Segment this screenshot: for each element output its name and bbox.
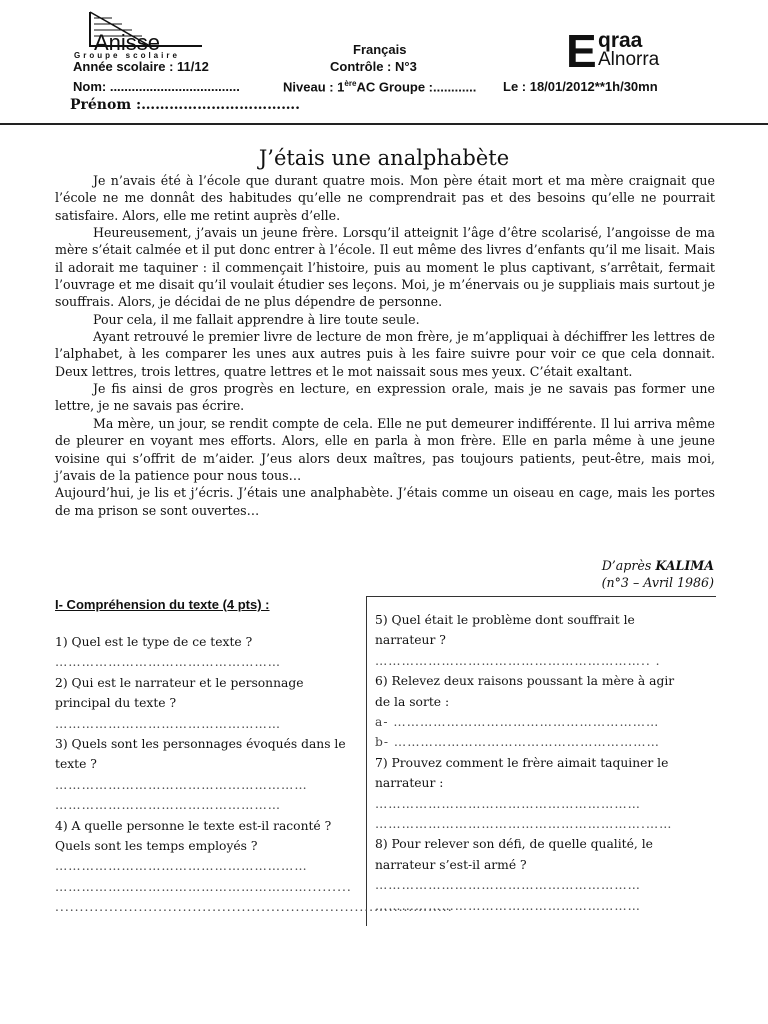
answer-line[interactable]: …………………………………………………… — [375, 898, 641, 913]
answer-line[interactable]: …………………………………………………......... — [55, 879, 352, 894]
source-reference: (n°3 – Avril 1986) — [601, 575, 714, 590]
exam-number: Contrôle : N°3 — [330, 59, 417, 74]
source-prefix: D’après — [601, 558, 656, 573]
question-text: 8) Pour relever son défi, de quelle qualité, le narrateur s’est-il armé ? — [375, 837, 653, 872]
text-paragraph: Aujourd’hui, je lis et j’écris. J’étais une analphabète. J’étais comme un oiseau en cage, mais les portes de ma prison se sont ouvertes… — [55, 485, 715, 518]
subject-label: Français — [353, 42, 407, 57]
text-paragraph: Pour cela, il me fallait apprendre à lire toute seule. — [93, 311, 420, 327]
text-paragraph: Ma mère, un jour, se rendit compte de cela. Elle ne put demeurer indifférente. Il lui arriva même de pleurer en voyant mes efforts. Alors, elle en parla à mon frère. Elle en parla même à une jeune voisine qui s’offrit de m’aider. J’eus alors deux maîtres, pas toujours patients, peut-être, mais moi, j’avais de la patience pour nous tous… — [55, 415, 715, 483]
column-divider — [366, 596, 367, 926]
answer-line[interactable]: …………………………………………………… — [375, 796, 641, 811]
logo-right-top: qraa — [598, 29, 643, 52]
logo-right-bottom: Alnorra — [598, 49, 660, 70]
questions-left-column — [55, 632, 453, 918]
text-source — [602, 558, 714, 573]
right-column-top-rule — [366, 596, 716, 597]
name-field: Nom: .................................... — [73, 79, 240, 94]
school-logo-subtext: Groupe scolaire — [74, 51, 180, 60]
question-text: 5) Quel était le problème dont souffrait le narrateur ? — [375, 613, 635, 648]
section-title: I- Compréhension du texte (4 pts) : — [55, 597, 270, 612]
answer-line[interactable]: ................................................................................. — [55, 900, 453, 915]
logo-right-initial: E — [566, 25, 597, 77]
answer-line[interactable]: …………………………………………… — [55, 798, 282, 813]
school-logo — [72, 10, 212, 60]
level-sup: ère — [344, 79, 357, 88]
reading-text — [55, 172, 715, 519]
answer-line[interactable]: …………………………………………… — [55, 716, 282, 731]
text-paragraph: Heureusement, j’avais un jeune frère. Lorsqu’il atteignit l’âge d’être scolarisé, l’angoisse de ma mère s’était calmée et il put donc entrer à l’école. Il eut même des livres d’enfants qu’il me lisait. Mais il adorait me taquiner : il commençait l’histoire, puis au moment le plus captivant, s’arrêtait, fermait l’ouvrage et me disait qu’il voulait étudier ses leçons. Moi, je m’énervais ou je suppliais mais surtout je souffrais. Alors, je décidai de ne plus dépendre de personne. — [55, 225, 715, 310]
question-text: 3) Quels sont les personnages évoqués dans le texte ? — [55, 737, 346, 772]
answer-line[interactable]: b- …………………………………………………… — [375, 735, 660, 750]
answer-line[interactable]: ………………………………………………… — [55, 859, 308, 874]
answer-line[interactable]: a- …………………………………………………… — [375, 715, 660, 730]
question-text: 1) Quel est le type de ce texte ? — [55, 635, 253, 649]
answer-line[interactable]: …………………………………………………….. . — [375, 653, 661, 668]
source-author: KALIMA — [655, 558, 714, 573]
question-text: 2) Qui est le narrateur et le personnage principal du texte ? — [55, 675, 304, 711]
question-text: 7) Prouvez comment le frère aimait taquiner le narrateur : — [375, 755, 669, 791]
school-year: Année scolaire : 11/12 — [73, 59, 209, 74]
level-suffix: AC Groupe :............ — [356, 79, 477, 95]
text-paragraph: Je fis ainsi de gros progrès en lecture, en expression orale, mais je ne savais pas former une lettre, je ne savais pas écrire. — [55, 381, 715, 414]
level-prefix: Niveau : 1 — [283, 79, 345, 95]
header-divider — [0, 123, 768, 125]
text-paragraph: Je n’avais été à l’école que durant quatre mois. Mon père était mort et ma mère craignait que l’école ne me donnât des habitudes qu’elle ne comprendrait pas et des besoins qu’elle ne pourrait satisfaire. Alors, elle me retint auprès d’elle. — [55, 173, 715, 223]
answer-line[interactable]: …………………………………………… — [55, 655, 282, 670]
answer-line[interactable]: …………………………………………………….…… — [375, 817, 673, 832]
level-field — [283, 79, 476, 94]
answer-line[interactable]: …………………………………………………… — [375, 878, 641, 893]
question-text: 6) Relevez deux raisons poussant la mère à agir de la sorte : — [375, 674, 675, 709]
school-logo-text: Anisse — [94, 30, 161, 55]
questions-right-column — [375, 610, 675, 916]
school-logo-right — [566, 25, 716, 77]
text-paragraph: Ayant retrouvé le premier livre de lecture de mon frère, je m’appliquai à déchiffrer les lettres de l’alphabet, à les comparer les unes aux autres puis à les faire suivre pour voir ce que cela donnait. Deux lettres, trois lettres, quatre lettres et le mot naissait sous mes yeux. C’était exaltant. — [55, 329, 715, 379]
text-title: J’étais une analphabète — [258, 146, 510, 170]
question-text: 4) A quelle personne le texte est-il raconté ? Quels sont les temps employés ? — [55, 818, 332, 854]
first-name-field: Prénom :……………………………. — [70, 97, 301, 113]
answer-line[interactable]: ………………………………………………… — [55, 777, 308, 792]
exam-date: Le : 18/01/2012**1h/30mn — [503, 79, 658, 94]
